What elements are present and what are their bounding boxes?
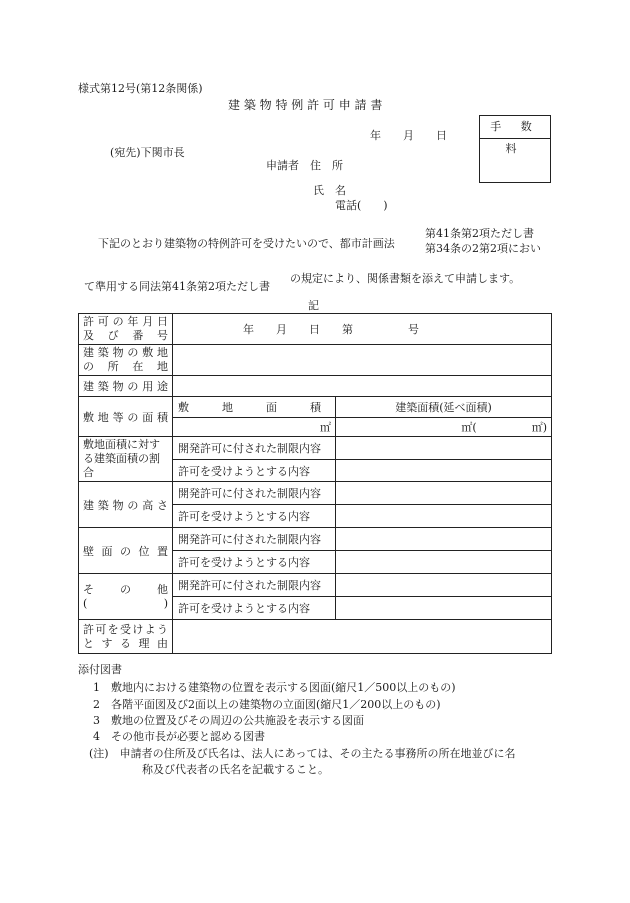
height-request-value[interactable] bbox=[336, 505, 552, 528]
wall-request-value[interactable] bbox=[336, 551, 552, 574]
ki-label: 記 bbox=[308, 299, 319, 312]
height-request-label: 許可を受けようとする内容 bbox=[173, 505, 336, 528]
note-line-2: 称及び代表者の氏名を記載すること。 bbox=[142, 763, 329, 776]
table-row-location bbox=[79, 345, 552, 376]
intro-tail: の規定により、関係書類を添えて申請します。 bbox=[290, 272, 521, 285]
table-row-permit bbox=[79, 314, 552, 345]
date-line: 年 月 日 bbox=[370, 129, 447, 142]
attachment-item-3: 3 敷地の位置及びその周辺の公共施設を表示する図面 bbox=[93, 714, 364, 727]
reason-value[interactable] bbox=[173, 620, 552, 654]
floor-area-header: 建築面積(延べ面積) bbox=[336, 397, 552, 418]
site-area-value[interactable]: ㎡ bbox=[173, 418, 336, 437]
ratio-request-value[interactable] bbox=[336, 460, 552, 482]
application-table bbox=[78, 313, 552, 654]
table-row-height-1 bbox=[79, 482, 552, 505]
height-restriction-label: 開発許可に付された制限内容 bbox=[173, 482, 336, 505]
table-row-use bbox=[79, 376, 552, 397]
ratio-label: 敷地面積に対する建築面積の割合 bbox=[79, 437, 173, 482]
use-label: 建築物の用途 bbox=[79, 376, 173, 397]
attachments-heading: 添付図書 bbox=[78, 663, 122, 676]
intro-lead: 下記のとおり建築物の特例許可を受けたいので、都市計画法 bbox=[98, 237, 395, 250]
table-row-wall-1 bbox=[79, 528, 552, 551]
table-row-area-header bbox=[79, 397, 552, 418]
other-restriction-label: 開発許可に付された制限内容 bbox=[173, 574, 336, 597]
ratio-restriction-value[interactable] bbox=[336, 437, 552, 460]
height-restriction-value[interactable] bbox=[336, 482, 552, 505]
note-line-1: (注) 申請者の住所及び氏名は、法人にあっては、その主たる事務所の所在地並びに名 bbox=[89, 747, 516, 760]
other-restriction-value[interactable] bbox=[336, 574, 552, 597]
floor-area-value[interactable]: ㎡( ㎡) bbox=[336, 418, 552, 437]
applicant-address-label: 申請者 住 所 bbox=[266, 159, 343, 172]
form-title: 建 築 物 特 例 許 可 申 請 書 bbox=[228, 98, 383, 112]
other-request-value[interactable] bbox=[336, 597, 552, 620]
fee-box bbox=[479, 115, 551, 183]
form-number: 様式第12号(第12条関係) bbox=[78, 82, 203, 95]
table-row-ratio-1 bbox=[79, 437, 552, 460]
intro-option-34: 第34条の2第2項におい bbox=[425, 242, 541, 255]
wall-label: 壁 面 の 位 置 bbox=[79, 528, 173, 574]
location-value[interactable] bbox=[173, 345, 552, 376]
ratio-request-label: 許可を受けようとする内容 bbox=[173, 460, 336, 482]
other-request-label: 許可を受けようとする内容 bbox=[173, 597, 336, 620]
attachment-item-4: 4 その他市長が必要と認める図書 bbox=[93, 730, 265, 743]
site-area-header: 敷 地 面 積 bbox=[173, 397, 336, 418]
wall-restriction-value[interactable] bbox=[336, 528, 552, 551]
other-label: そ の 他 ( ) bbox=[79, 574, 173, 620]
wall-request-label: 許可を受けようとする内容 bbox=[173, 551, 336, 574]
height-label: 建築物の高さ bbox=[79, 482, 173, 528]
addressee: (宛先)下関市長 bbox=[110, 146, 185, 159]
attachment-item-2: 2 各階平面図及び2面以上の建築物の立面図(縮尺1／200以上のもの) bbox=[93, 698, 441, 711]
table-row-reason bbox=[79, 620, 552, 654]
phone-label: 電話( ) bbox=[335, 199, 388, 212]
use-value[interactable] bbox=[173, 376, 552, 397]
table-row-other-1 bbox=[79, 574, 552, 597]
intro-option-41: 第41条第2項ただし書 bbox=[425, 227, 534, 240]
applicant-name-label: 氏 名 bbox=[313, 184, 346, 197]
permit-date-label: 許可の年月日 及 び 番 号 bbox=[79, 314, 173, 345]
fee-label: 手 数 料 bbox=[480, 116, 550, 139]
wall-restriction-label: 開発許可に付された制限内容 bbox=[173, 528, 336, 551]
location-label: 建築物の敷地 の 所 在 地 bbox=[79, 345, 173, 376]
intro-lead2: て準用する同法第41条第2項ただし書 bbox=[84, 280, 270, 293]
area-label: 敷地等の面積 bbox=[79, 397, 173, 437]
ratio-restriction-label: 開発許可に付された制限内容 bbox=[173, 437, 336, 460]
reason-label: 許可を受けよう と す る 理 由 bbox=[79, 620, 173, 654]
attachment-item-1: 1 敷地内における建築物の位置を表示する図面(縮尺1／500以上のもの) bbox=[93, 681, 456, 694]
permit-date-value[interactable]: 年 月 日 第 号 bbox=[173, 314, 552, 345]
